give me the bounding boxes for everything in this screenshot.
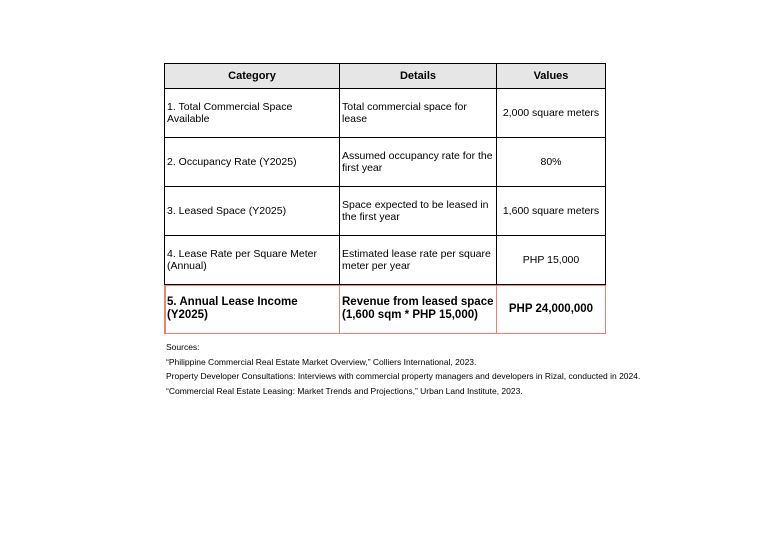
cell-details: Revenue from leased space (1,600 sqm * PHP 15,000) [340,285,497,334]
cell-value: PHP 15,000 [497,236,606,285]
cell-category: 2. Occupancy Rate (Y2025) [165,138,340,187]
cell-category: 3. Leased Space (Y2025) [165,187,340,236]
cell-value: PHP 24,000,000 [497,285,606,334]
sources-heading: Sources: [166,342,200,352]
sources-block [166,340,726,398]
table-total-row [165,285,606,334]
cell-category: 4. Lease Rate per Square Meter (Annual) [165,236,340,285]
header-category: Category [165,64,340,89]
cell-category: 5. Annual Lease Income (Y2025) [165,285,340,334]
cell-details: Assumed occupancy rate for the first year [340,138,497,187]
cell-value: 2,000 square meters [497,89,606,138]
cell-value: 1,600 square meters [497,187,606,236]
source-item: “Commercial Real Estate Leasing: Market Trends and Projections,” Urban Land Institute, 2023. [166,385,523,396]
table-row [165,89,606,138]
cell-category: 1. Total Commercial Space Available [165,89,340,138]
header-values: Values [497,64,606,89]
source-item: “Philippine Commercial Real Estate Market Overview,” Colliers International, 2023. [166,356,477,367]
header-details: Details [340,64,497,89]
source-item: Property Developer Consultations: Interviews with commercial property managers and developers in Rizal, conducted in 2024. [166,371,641,381]
cell-value: 80% [497,138,606,187]
cell-details: Space expected to be leased in the first year [340,187,497,236]
table-row [165,138,606,187]
table-header-row [165,64,606,89]
table-row [165,187,606,236]
cell-details: Estimated lease rate per square meter per year [340,236,497,285]
lease-income-table [164,63,606,334]
table-row [165,236,606,285]
cell-details: Total commercial space for lease [340,89,497,138]
